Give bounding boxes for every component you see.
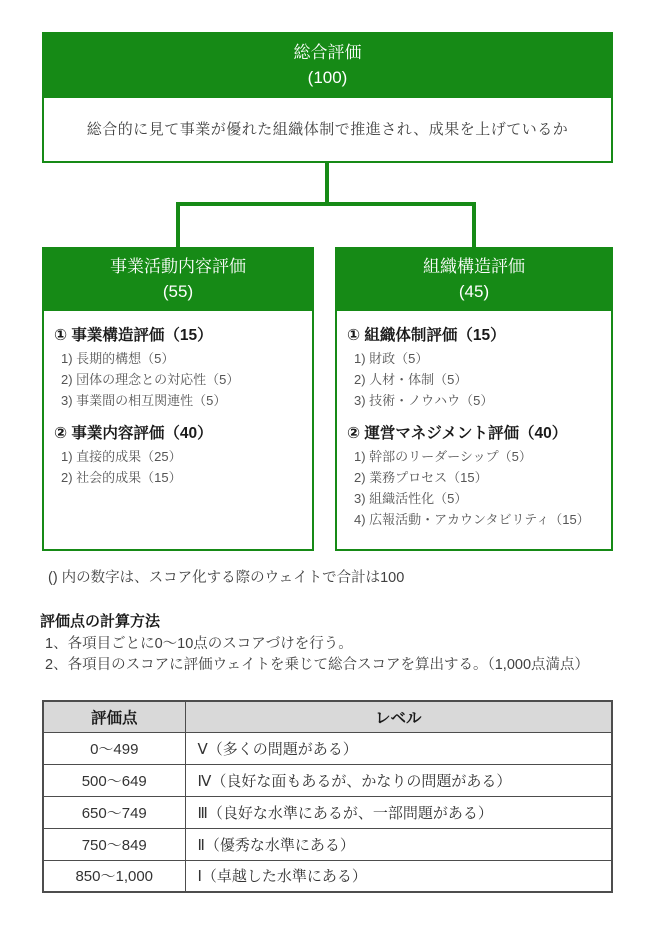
list-item: 3) 事業間の相互関連性（5）	[61, 392, 227, 408]
business-content-items	[61, 447, 302, 489]
business-structure-section	[54, 323, 302, 411]
management-section	[347, 421, 601, 530]
organization-system-heading: ① 組織体制評価（15）	[347, 327, 506, 344]
list-item: 1) 長期的構想（5）	[61, 351, 175, 366]
score-level-table	[42, 700, 613, 893]
level-column-header: レベル	[185, 701, 612, 732]
connector-stem-line	[325, 163, 329, 206]
score-range-cell: 750～849	[43, 828, 185, 860]
connector-left-drop-line	[176, 202, 180, 247]
overall-evaluation-box	[42, 32, 613, 163]
list-item: 3) 技術・ノウハウ（5）	[354, 392, 494, 408]
organization-structure-weight: (45)	[458, 282, 490, 301]
calculation-step-1: 1、各項目ごとに0～10点のスコアづけを行う。	[45, 636, 353, 652]
calculation-method-heading: 評価点の計算方法	[40, 613, 161, 630]
list-item: 2) 社会的成果（15）	[61, 470, 182, 486]
level-cell: Ⅳ（良好な面もあるが、かなりの問題がある）	[185, 764, 612, 796]
organization-structure-header	[337, 249, 611, 311]
level-cell: Ⅲ（良好な水準にあるが、一部問題がある）	[185, 796, 612, 828]
management-items	[354, 447, 601, 530]
score-column-header: 評価点	[43, 701, 185, 732]
business-activity-body	[44, 311, 312, 489]
list-item: 2) 業務プロセス（15）	[354, 470, 488, 486]
list-item: 1) 幹部のリーダーシップ（5）	[354, 449, 532, 465]
table-row	[43, 764, 612, 796]
table-header-row	[43, 701, 612, 732]
score-range-cell: 0～499	[43, 732, 185, 764]
organization-structure-evaluation-box	[335, 247, 613, 551]
list-item: 1) 財政（5）	[354, 351, 429, 366]
table-row	[43, 732, 612, 764]
score-range-cell: 850～1,000	[43, 860, 185, 892]
level-cell: Ⅰ（卓越した水準にある）	[185, 860, 612, 892]
business-activity-weight: (55)	[162, 282, 194, 301]
list-item: 2) 人材・体制（5）	[354, 371, 468, 387]
score-range-cell: 650～749	[43, 796, 185, 828]
overall-evaluation-description: 総合的に見て事業が優れた組織体制で推進され、成果を上げているか	[86, 121, 569, 138]
list-item: 3) 組織活性化（5）	[354, 490, 468, 506]
business-activity-title: 事業活動内容評価	[110, 257, 246, 277]
list-item: 4) 広報活動・アカウンタビリティ（15）	[354, 511, 590, 527]
organization-structure-body	[337, 311, 611, 531]
business-activity-evaluation-box	[42, 247, 314, 551]
list-item: 1) 直接的成果（25）	[61, 449, 182, 465]
business-content-section	[54, 421, 302, 489]
connector-horizontal-line	[176, 202, 476, 206]
business-activity-header	[44, 249, 312, 311]
table-row	[43, 796, 612, 828]
business-structure-heading: ① 事業構造評価（15）	[54, 327, 213, 344]
organization-system-section	[347, 323, 601, 411]
score-range-cell: 500～649	[43, 764, 185, 796]
list-item: 2) 団体の理念との対応性（5）	[61, 371, 240, 387]
calculation-step-2: 2、各項目のスコアに評価ウェイトを乗じて総合スコアを算出する。（1,000点満点）	[45, 657, 590, 673]
business-content-heading: ② 事業内容評価（40）	[54, 425, 213, 443]
organization-structure-title: 組織構造評価	[423, 257, 525, 277]
table-row	[43, 828, 612, 860]
overall-evaluation-header	[44, 34, 611, 98]
overall-evaluation-weight: (100)	[307, 68, 348, 87]
level-cell: Ⅱ（優秀な水準にある）	[185, 828, 612, 860]
table-row	[43, 860, 612, 892]
overall-evaluation-title: 総合評価	[293, 43, 362, 63]
connector-right-drop-line	[472, 202, 476, 247]
business-structure-items	[61, 349, 302, 411]
weight-note: () 内の数字は、スコア化する際のウェイトで合計は100	[48, 570, 405, 586]
organization-system-items	[354, 349, 601, 411]
management-heading: ② 運営マネジメント評価（40）	[347, 425, 568, 443]
level-cell: Ⅴ（多くの問題がある）	[185, 732, 612, 764]
